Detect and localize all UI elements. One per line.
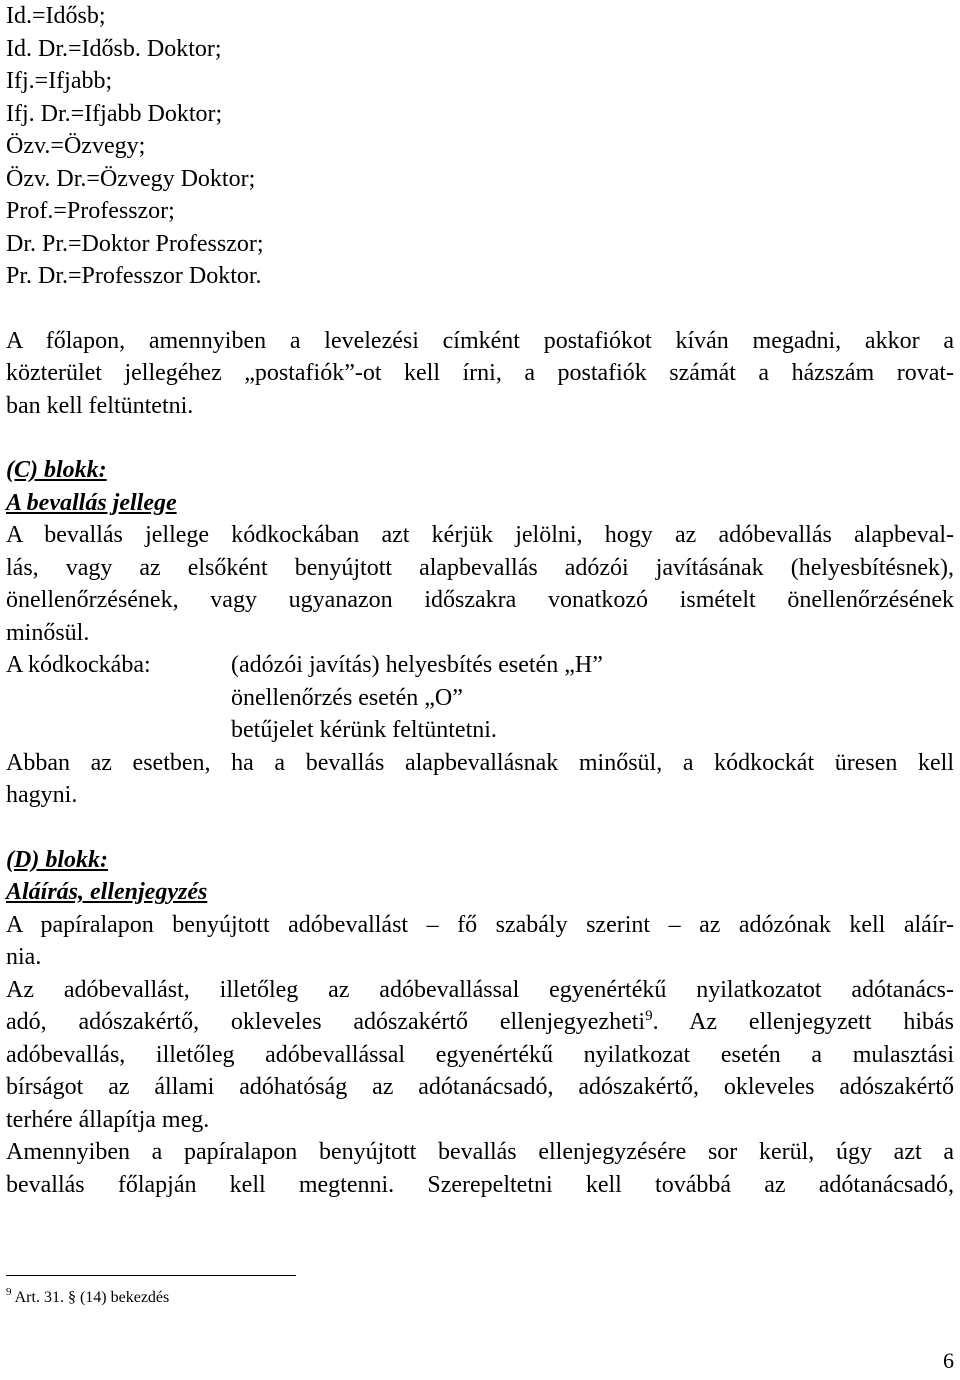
- paragraph-line: bevallás főlapján kell megtenni. Szerepeltetni kell továbbá az adótanácsadó,: [6, 1171, 954, 1198]
- paragraph-line: A főlapon, amennyiben a levelezési címként postafiókot kíván megadni, akkor a: [6, 327, 954, 354]
- kodkocka-line: önellenőrzés esetén „O”: [231, 684, 463, 711]
- abbreviation-item: Id. Dr.=Idősb. Doktor;: [6, 35, 222, 62]
- section-block-label: (D) blokk:: [6, 846, 108, 873]
- paragraph-line: adóbevallás, illetőleg adóbevallással egyenértékű nyilatkozat esetén a mulasztási: [6, 1041, 954, 1068]
- kodkocka-line: betűjelet kérünk feltüntetni.: [231, 717, 497, 743]
- paragraph-line: közterület jellegéhez „postafiók”-ot kell írni, a postafiók számát a házszám rovat-: [6, 360, 954, 386]
- paragraph-line: Abban az esetben, ha a bevallás alapbevallásnak minősül, a kódkockát üresen kell: [6, 749, 954, 776]
- spacer: [6, 422, 954, 454]
- paragraph-line: önellenőrzésének, vagy ugyanazon időszakra vonatkozó ismételt önellenőrzésének: [6, 587, 954, 613]
- section-title: Aláírás, ellenjegyzés: [6, 879, 208, 905]
- kodkocka-line: (adózói javítás) helyesbítés esetén „H”: [231, 652, 603, 678]
- kodkocka-values: [231, 649, 603, 747]
- paragraph-line: nia.: [6, 944, 42, 970]
- paragraph-line: Az adóbevallást, illetőleg az adóbevallással egyenértékű nyilatkozatot adótanács-: [6, 976, 954, 1003]
- paragraph-line: terhére állapítja meg.: [6, 1106, 210, 1133]
- section-c: [6, 454, 954, 812]
- paragraph-line: minősül.: [6, 619, 90, 646]
- spacer: [6, 293, 954, 325]
- paragraph-line: ban kell feltüntetni.: [6, 392, 194, 419]
- section-title: A bevallás jellege: [6, 489, 177, 516]
- spacer: [6, 812, 954, 844]
- footnote-reference: 9: [645, 1008, 653, 1024]
- paragraph-line: A papíralapon benyújtott adóbevallást – fő szabály szerint – az adózónak kell aláír-: [6, 911, 954, 938]
- abbreviation-item: Id.=Idősb;: [6, 3, 106, 29]
- footnote-number: 9: [6, 1286, 12, 1298]
- abbreviation-item: Prof.=Professzor;: [6, 198, 175, 224]
- abbreviation-item: Ifj.=Ifjabb;: [6, 68, 113, 94]
- footnote-separator: [6, 1275, 296, 1276]
- abbreviation-item: Özv. Dr.=Özvegy Doktor;: [6, 165, 256, 192]
- kodkocka-instructions: [6, 649, 954, 747]
- section-d: [6, 844, 954, 1202]
- kodkocka-label: A kódkockába:: [6, 652, 151, 678]
- paragraph-line: hagyni.: [6, 782, 78, 808]
- abbreviation-item: Pr. Dr.=Professzor Doktor.: [6, 263, 262, 289]
- paragraph-line: Amennyiben a papíralapon benyújtott bevallás ellenjegyzésére sor kerül, úgy azt a: [6, 1139, 954, 1165]
- section-block-label: (C) blokk:: [6, 457, 107, 483]
- page-number: 6: [943, 1348, 954, 1373]
- abbreviation-item: Dr. Pr.=Doktor Professzor;: [6, 230, 264, 257]
- text-run: adó, adószakértő, okleveles adószakértő ellenjegyezheti: [6, 1009, 646, 1035]
- footnote: [6, 1288, 169, 1308]
- document-page: [6, 0, 954, 1201]
- paragraph-line: lás, vagy az elsőként benyújtott alapbevallás adózói javításának (helyesbítésnek),: [6, 554, 954, 581]
- abbreviation-list: [6, 0, 954, 293]
- abbreviation-item: Özv.=Özvegy;: [6, 133, 146, 159]
- paragraph-line: [6, 1006, 954, 1039]
- paragraph-line: A bevallás jellege kódkockában azt kérjük jelölni, hogy az adóbevallás alapbeval-: [6, 522, 954, 548]
- paragraph-line: bírságot az állami adóhatóság az adótanácsadó, adószakértő, okleveles adószakértő: [6, 1074, 954, 1100]
- text-run: . Az ellenjegyzett hibás: [652, 1009, 955, 1035]
- abbreviation-item: Ifj. Dr.=Ifjabb Doktor;: [6, 100, 223, 127]
- postafiok-paragraph: [6, 325, 954, 423]
- footnote-text: Art. 31. § (14) bekezdés: [14, 1289, 170, 1306]
